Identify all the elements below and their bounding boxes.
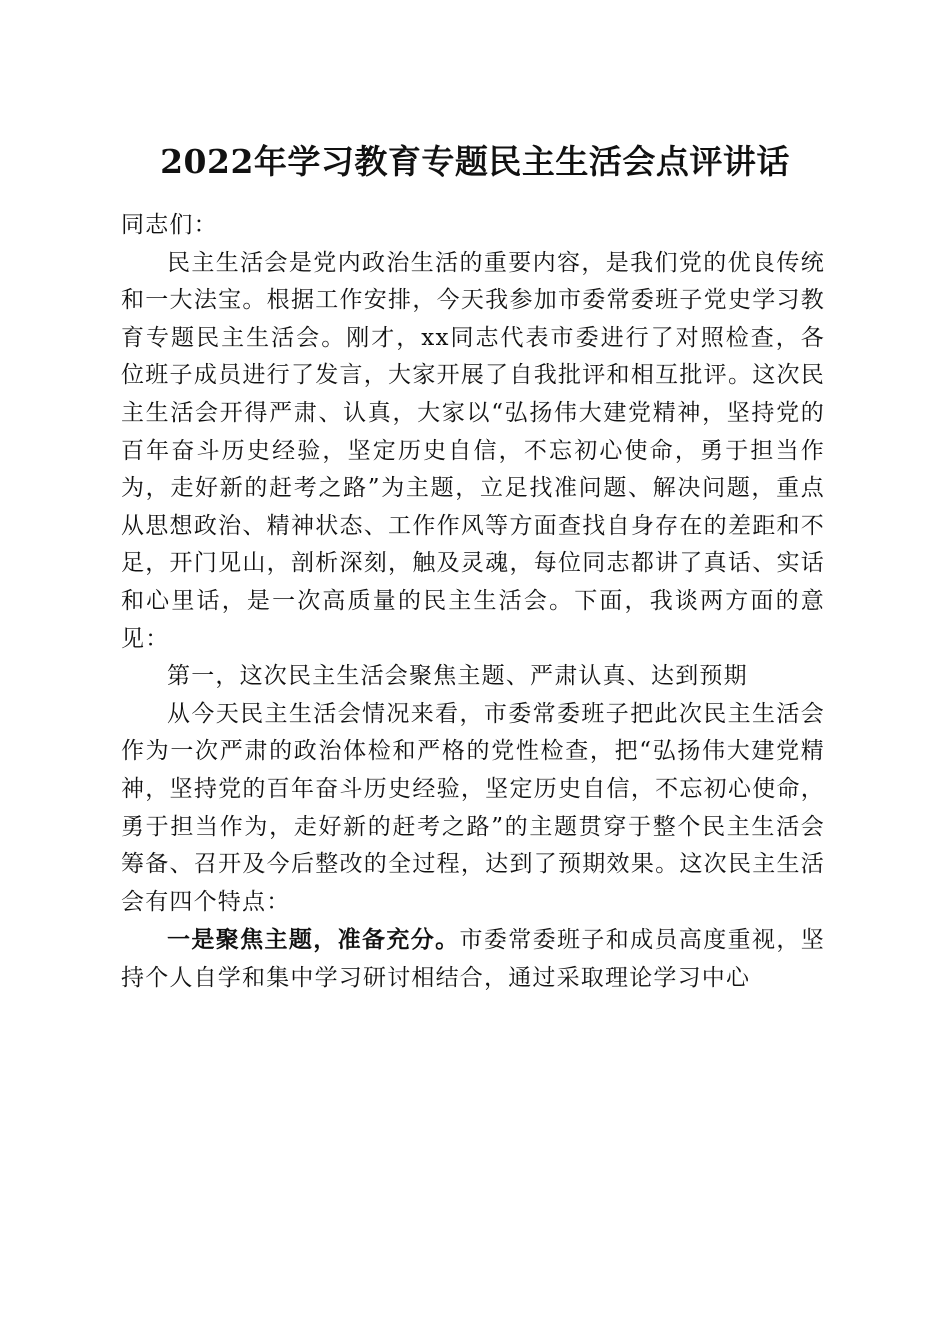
salutation: 同志们：: [121, 212, 218, 238]
point-1-text: 市委常委班子和成员高度重视，坚持个人自学和集中学习研讨相结合，通过采取理论学习中心: [121, 927, 826, 991]
section-heading-1: 第一，这次民主生活会聚焦主题、严肃认真、达到预期: [167, 663, 748, 690]
paragraph-intro: 民主生活会是党内政治生活的重要内容，是我们党的优良传统和一大法宝。根据工作安排，今天我参加市委常委班子党史学习教育专题民主生活会。刚才，xx同志代表市委进行了对照检查，各位班子成员进行了发言，大家开展了自我批评和相互批评。这次民主生活会开得严肃、认真，大家以“弘扬伟大建党精神，坚持党的百年奋斗历史经验，坚定历史自信，不忘初心使命，勇于担当作为，走好新的赶考之路”为主题，立足找准问题、解决问题，重点从思想政治、精神状态、工作作风等方面查找自身存在的差距和不足，开门见山，剖析深刻，触及灵魂，每位同志都讲了真话、实话和心里话，是一次高质量的民主生活会。下面，我谈两方面的意见：: [121, 249, 825, 652]
paragraph-section1-body: 从今天民主生活会情况来看，市委常委班子把此次民主生活会作为一次严肃的政治体检和严格的党性检查，把“弘扬伟大建党精神，坚持党的百年奋斗历史经验，坚定历史自信，不忘初心使命，勇于担当作为，走好新的赶考之路”的主题贯穿于整个民主生活会筹备、召开及今后整改的全过程，达到了预期效果。这次民主生活会有四个特点：: [121, 700, 825, 915]
paragraph-point-1: [121, 921, 825, 997]
document-title: 2022年学习教育专题民主生活会点评讲话: [160, 142, 790, 181]
point-1-lead: 一是聚焦主题，准备充分。: [167, 926, 460, 954]
document-body: [121, 207, 825, 997]
